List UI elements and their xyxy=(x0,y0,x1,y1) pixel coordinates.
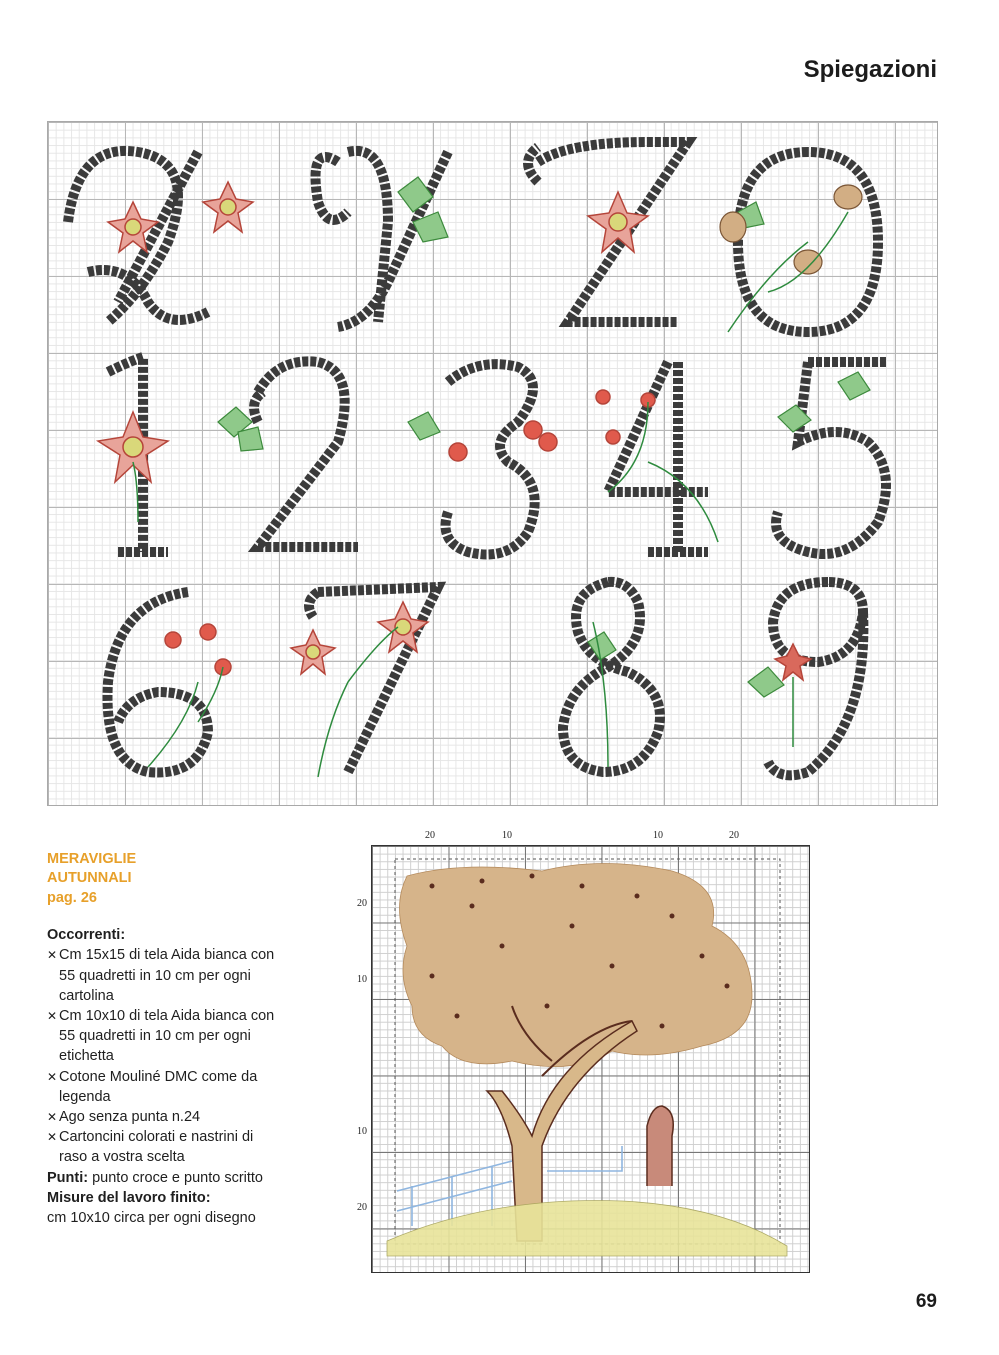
section-title: Spiegazioni xyxy=(803,56,937,83)
stem-motif xyxy=(608,402,718,542)
stitches-line xyxy=(47,1168,277,1188)
leaf-stitch xyxy=(545,1004,550,1009)
materials-heading: Occorrenti: xyxy=(47,927,126,944)
left-tick-label: 20 xyxy=(357,898,367,909)
leaf-stitch xyxy=(430,884,435,889)
left-tick-label: 10 xyxy=(357,974,367,985)
acorn-motif xyxy=(720,212,746,242)
project-page-ref: pag. 26 xyxy=(47,890,97,906)
tree-canopy xyxy=(400,864,753,1067)
leaf-stitch xyxy=(430,974,435,979)
project-title-line1: MERAVIGLIE xyxy=(47,851,137,867)
alphabet-pattern-svg xyxy=(48,122,939,807)
project-title-line2: AUTUNNALI xyxy=(47,870,132,886)
flower-motif xyxy=(108,202,158,252)
leaf-stitch xyxy=(570,924,575,929)
leaf-stitch xyxy=(660,1024,665,1029)
stitches-value: punto croce e punto scritto xyxy=(88,1169,263,1186)
materials-item: ✕ Cartoncini colorati e nastrini di raso a vostra scelta xyxy=(47,1127,277,1167)
materials-item: ✕ Cotone Mouliné DMC come da legenda xyxy=(47,1067,277,1107)
leaf-motif xyxy=(408,412,440,440)
stem-motif xyxy=(148,667,223,767)
leaf-stitch xyxy=(500,944,505,949)
size-value: cm 10x10 circa per ogni disegno xyxy=(47,1210,256,1227)
materials-item: ✕ Cm 15x15 di tela Aida bianca con 55 quadretti in 10 cm per ogni cartolina xyxy=(47,945,277,1006)
leaf-stitch xyxy=(700,954,705,959)
leaf-motif xyxy=(838,372,870,400)
glyph-7 xyxy=(309,587,438,772)
top-tick-label: 20 xyxy=(425,830,435,841)
glyph-4 xyxy=(608,362,708,552)
tree-pattern-chart xyxy=(357,828,817,1278)
glyph-6 xyxy=(108,592,209,773)
leaf-stitch xyxy=(670,914,675,919)
left-tick-label: 10 xyxy=(357,1126,367,1137)
glyph-8 xyxy=(563,582,660,772)
materials-item: ✕ Cm 10x10 di tela Aida bianca con 55 quadretti in 10 cm per ogni etichetta xyxy=(47,1006,277,1067)
materials-item: ✕ Ago senza punta n.24 xyxy=(47,1107,277,1127)
left-tick-label: 20 xyxy=(357,1202,367,1213)
leaf-stitch xyxy=(455,1014,460,1019)
leaf-stitch xyxy=(610,964,615,969)
leaf-stitch xyxy=(725,984,730,989)
alphabet-pattern-chart xyxy=(47,121,938,806)
flower-motif xyxy=(291,630,335,674)
acorn-motif xyxy=(794,250,822,274)
top-tick-label: 10 xyxy=(502,830,512,841)
leaf-stitch xyxy=(580,884,585,889)
cross-icon: ✕ xyxy=(47,948,58,963)
cat-figure xyxy=(647,1106,673,1186)
ground xyxy=(387,1201,787,1257)
size-label: Misure del lavoro finito: xyxy=(47,1189,211,1206)
leaf-motif xyxy=(778,405,811,432)
glyph-5 xyxy=(776,362,888,554)
leaf-motif xyxy=(748,667,784,697)
page-number: 69 xyxy=(915,1291,937,1312)
flower-motif xyxy=(203,182,253,232)
cross-icon: ✕ xyxy=(47,1009,58,1024)
glyph-2 xyxy=(254,361,358,547)
leaf-stitch xyxy=(530,874,535,879)
glyph-9 xyxy=(768,582,863,775)
leaf-motif xyxy=(588,632,616,660)
leaf-stitch xyxy=(480,879,485,884)
leaf-motif xyxy=(413,212,448,242)
acorn-motif xyxy=(834,185,862,209)
leaf-stitch xyxy=(470,904,475,909)
tree-grid xyxy=(371,845,810,1273)
cross-icon: ✕ xyxy=(47,1069,58,1084)
leaf-motif xyxy=(238,427,263,451)
cross-icon: ✕ xyxy=(47,1110,58,1125)
top-tick-label: 10 xyxy=(653,830,663,841)
cross-icon: ✕ xyxy=(47,1130,58,1145)
flower-motif xyxy=(378,602,428,652)
stitches-label: Punti: xyxy=(47,1169,89,1186)
flower-motif xyxy=(98,412,168,482)
project-info xyxy=(47,850,277,1228)
leaf-stitch xyxy=(635,894,640,899)
top-tick-label: 20 xyxy=(729,830,739,841)
stem-motif xyxy=(133,462,138,522)
tree-pattern-svg xyxy=(372,846,811,1274)
